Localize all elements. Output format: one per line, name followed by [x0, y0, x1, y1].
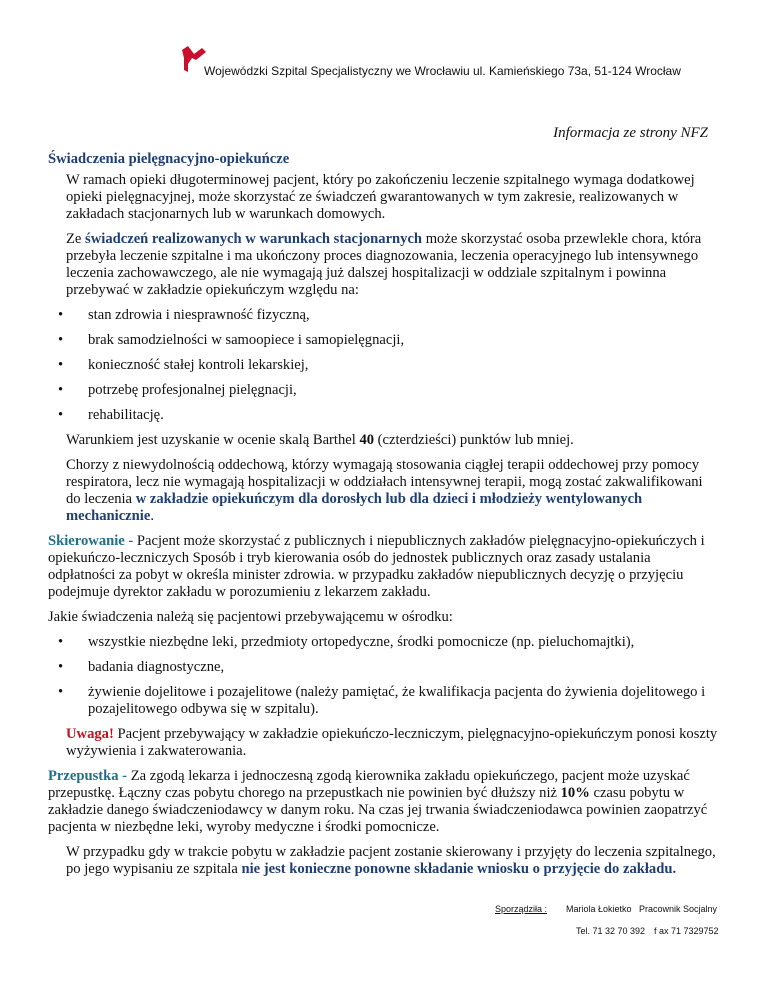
warning-label: Uwaga!: [66, 726, 114, 742]
paragraph-final: W przypadku gdy w trakcie pobytu w zakładzie pacjent zostanie skierowany i przyjęty do leczenia szpitalnego, po jego wypisaniu ze szpitala nie jest konieczne ponowne składanie wniosku o przyjęcie do zakładu.: [66, 844, 716, 877]
ventilation-highlight: w zakładzie opiekuńczym dla dorosłych lub dla dzieci i młodzieży wentylowanych mechanicznie: [66, 491, 643, 524]
barthel-score: 40: [359, 432, 375, 448]
footer-fax: f ax 71 7329752: [654, 926, 719, 936]
document-body: [48, 145, 718, 886]
paragraph-stationary: Ze świadczeń realizowanych w warunkach stacjonarnych może skorzystać osoba przewlekle chora, która przebyła leczenie szpitalne i ma ukończony proces diagnozowania, leczenia operacyjnego lub intensywnego leczenia zachowawczego, ale nie wymagają już dalszej hospitalizacji w oddziale szpitalnym i powinna przebywać w zakładzie opiekuńczym względu na:: [66, 231, 702, 298]
benefits-list: [48, 634, 718, 718]
stationary-highlight: świadczeń realizowanych w warunkach stacjonarnych: [85, 231, 423, 247]
section-title: Świadczenia pielęgnacyjno-opiekuńcze: [48, 151, 290, 167]
paragraph-warning: Uwaga! Pacjent przebywający w zakładzie opiekuńczo-leczniczym, pielęgnacyjno-opiekuńczym ponosi koszty wyżywienia i zakwaterowania.: [66, 726, 718, 759]
footer-phone: Tel. 71 32 70 392: [576, 926, 646, 936]
footer-name: Mariola Łokietko: [566, 904, 632, 914]
list-item: • konieczność stałej kontroli lekarskiej,: [48, 357, 718, 374]
footer-prepared-label: Sporządziła :: [495, 904, 548, 914]
paragraph-intro: W ramach opieki długoterminowej pacjent, który po zakończeniu leczenie szpitalnego wymaga dodatkowej opieki pielęgnacyjnej, może skorzystać ze świadczeń gwarantowanych w tym zakresie, realizowanych w zakładach stacjonarnych lub w warunkach domowych.: [66, 172, 695, 222]
paragraph-barthel: Warunkiem jest uzyskanie w ocenie skalą Barthel 40 (czterdzieści) punktów lub mniej.: [66, 432, 574, 448]
referral-label: Skierowanie -: [48, 533, 134, 549]
paragraph-referral: Skierowanie - Pacjent może skorzystać z publicznych i niepublicznych zakładów pielęgnacyjno-opiekuńczych i opiekuńczo-leczniczych Sposób i tryb kierowania osób do jednostek publicznych oraz zasady ustalania odpłatności za pobyt w określa minister zdrowia. w przypadku zakładów niepublicznych decyzję o przyjęciu podejmuje dyrektor zakładu w porozumieniu z lekarzem zakładu.: [48, 533, 705, 600]
footer-role: Pracownik Socjalny: [639, 904, 718, 914]
paragraph-ventilation: Chorzy z niewydolnością oddechową, którzy wymagają stosowania ciągłej terapii oddechowej przy pomocy respiratora, lecz nie wymagają hospitalizacji w oddziałach intensywnej terapii, mogą zostać zakwalifikowani do leczenia w zakładzie opiekuńczym dla dorosłych lub dla dzieci i młodzieży wentylowanych mechanicznie.: [66, 457, 703, 524]
list-item: • badania diagnostyczne,: [48, 659, 718, 676]
list-item: • potrzebę profesjonalnej pielęgnacji,: [48, 382, 718, 399]
list-item: • brak samodzielności w samoopiece i samopielęgnacji,: [48, 332, 718, 349]
list-item: • stan zdrowia i niesprawność fizyczną,: [48, 307, 718, 324]
list-item: • żywienie dojelitowe i pozajelitowe (należy pamiętać, że kwalifikacja pacjenta do żywienia dojelitowego i pozajelitowego odbywa się w szpitalu).: [48, 684, 718, 718]
source-note: Informacja ze strony NFZ: [553, 125, 708, 141]
pass-label: Przepustka -: [48, 768, 128, 784]
final-highlight: nie jest konieczne ponowne składanie wniosku o przyjęcie do zakładu.: [241, 861, 677, 877]
list-item: • wszystkie niezbędne leki, przedmioty ortopedyczne, środki pomocnicze (np. pieluchomajtki),: [48, 634, 718, 651]
header-institution: Wojewódzki Szpital Specjalistyczny we Wrocławiu ul. Kamieńskiego 73a, 51-124 Wrocław: [204, 64, 681, 78]
conditions-list: [48, 307, 718, 424]
list-item: • rehabilitację.: [48, 407, 718, 424]
paragraph-pass: Przepustka - Za zgodą lekarza i jednoczesną zgodą kierownika zakładu opiekuńczego, pacjent może uzyskać przepustkę. Łączny czas pobytu chorego na przepustkach nie powinien być dłuższy niż 10% czasu pobytu w zakładzie danego świadczeniodawcy w danym roku. Na czas jej trwania świadczeniodawca powinien zaopatrzyć pacjenta w niezbędne leki, wyroby medyczne i środki pomocnicze.: [48, 768, 708, 835]
benefits-intro: Jakie świadczenia należą się pacjentowi przebywającemu w ośrodku:: [48, 609, 453, 625]
pass-percent: 10%: [560, 785, 590, 801]
